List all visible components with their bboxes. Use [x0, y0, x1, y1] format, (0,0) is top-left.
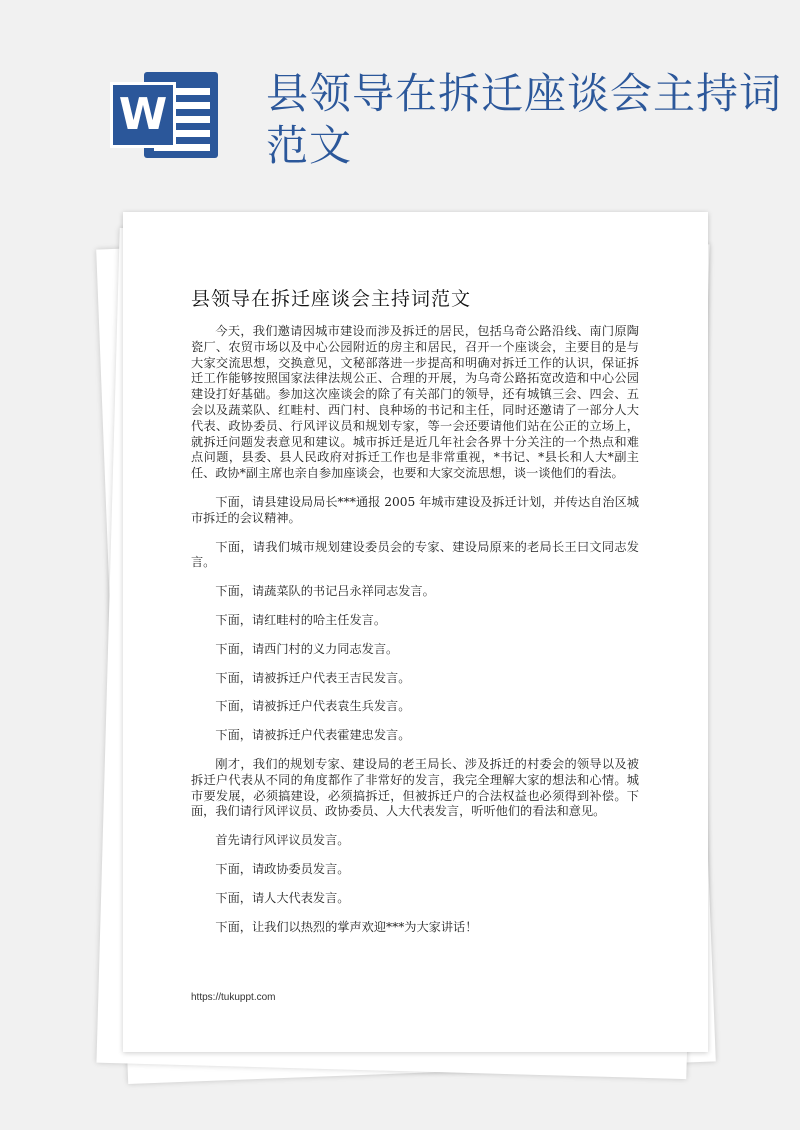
paragraph: 刚才，我们的规划专家、建设局的老王局长、涉及拆迁的村委会的领导以及被拆迁户代表从不同的角度都作了非常好的发言，我完全理解大家的想法和心情。城市要发展，必须搞建设，必须搞拆迁，但被拆迁户的合法权益也必须得到补偿。下面，我们请行风评议员、政协委员、人大代表发言，听听他们的看法和意见。 — [191, 756, 639, 819]
paragraph: 下面，请政协委员发言。 — [215, 861, 350, 876]
document-body — [191, 324, 639, 948]
paragraph: 下面，请红畦村的哈主任发言。 — [215, 612, 387, 627]
paragraph: 今天，我们邀请因城市建设而涉及拆迁的居民，包括乌奇公路沿线、南门原陶瓷厂、农贸市场以及中心公园附近的房主和居民，召开一个座谈会，主要目的是与大家交流思想，交换意见，文秘部落进一步提高和明确对拆迁工作的认识，保证拆迁工作能够按照国家法律法规公正、合理的开展，为乌奇公路拓宽改造和中心公园建设打好基础。参加这次座谈会的除了有关部门的领导，还有城镇三会、四会、五会以及蔬菜队、红畦村、西门村、良种场的书记和主任，同时还邀请了一部分人大代表、政协委员、行风评议员和规划专家，等一会还要请他们站在公正的立场上，就拆迁问题发表意见和建议。城市拆迁是近几年社会各界十分关注的一个热点和难点问题，县委、县人民政府对拆迁工作也是非常重视，*书记、*县长和人大*副主任、政协*副主席也亲自参加座谈会，也要和大家交流思想，谈一谈他们的看法。 — [191, 324, 639, 481]
paragraph: 下面，请县建设局局长***通报 2005 年城市建设及拆迁计划，并传达自治区城市拆迁的会议精神。 — [191, 494, 639, 525]
paragraph: 下面，请蔬菜队的书记吕永祥同志发言。 — [215, 584, 435, 599]
header-banner — [0, 0, 800, 200]
paragraph: 首先请行风评议员发言。 — [215, 833, 350, 848]
word-icon-letter: W — [110, 82, 176, 148]
paragraph: 下面，请被拆迁户代表王吉民发言。 — [215, 670, 411, 685]
paragraph: 下面，请人大代表发言。 — [215, 890, 350, 905]
page-title: 县领导在拆迁座谈会主持词范文 — [266, 69, 783, 170]
paragraph: 下面，请被拆迁户代表霍建忠发言。 — [215, 728, 411, 743]
word-document-icon — [110, 72, 220, 158]
document-page — [123, 212, 708, 1052]
paragraph: 下面，让我们以热烈的掌声欢迎***为大家讲话！ — [215, 919, 478, 934]
document-title: 县领导在拆迁座谈会主持词范文 — [191, 288, 472, 310]
footer-url[interactable]: https://tukuppt.com — [191, 992, 276, 1003]
paragraph: 下面，请西门村的义力同志发言。 — [215, 641, 399, 656]
paragraph: 下面，请我们城市规划建设委员会的专家、建设局原来的老局长王曰文同志发言。 — [191, 539, 639, 570]
paragraph: 下面，请被拆迁户代表袁生兵发言。 — [215, 699, 411, 714]
